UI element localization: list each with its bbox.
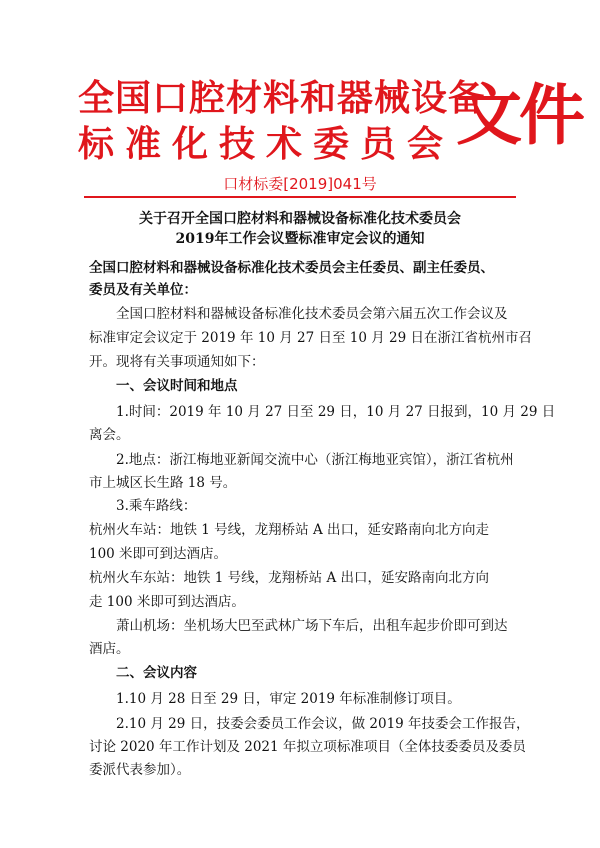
route2-line2: 走 100 米即可到达酒店。 bbox=[89, 594, 245, 610]
section1-heading: 一、会议时间和地点 bbox=[116, 378, 238, 394]
content2-line1: 2.10 月 29 日，技委会委员工作会议，做 2019 年技委会工作报告， bbox=[116, 716, 530, 732]
content2-line3: 委派代表参加）。 bbox=[89, 762, 191, 778]
time-line2: 离会。 bbox=[89, 427, 130, 443]
time-line1: 1.时间：2019 年 10 月 27 日至 29 日，10 月 27 日报到，10 月 29 日 bbox=[116, 404, 556, 420]
addressee-line2: 委员及有关单位： bbox=[89, 282, 197, 298]
route1-line1: 杭州火车站：地铁 1 号线，龙翔桥站 A 出口，延安路南向北方向走 bbox=[89, 522, 490, 538]
header-org-name-line2: 标准化技术委员会 bbox=[78, 124, 455, 165]
content2-line2: 讨论 2020 年工作计划及 2021 年拟立项标准项目（全体技委委员及委员 bbox=[89, 739, 526, 755]
addressee-line1: 全国口腔材料和器械设备标准化技术委员会主任委员、副主任委员、 bbox=[89, 260, 494, 276]
place-line1: 2.地点：浙江梅地亚新闻交流中心（浙江梅地亚宾馆），浙江省杭州 bbox=[116, 452, 514, 468]
intro-line2: 标准审定会议定于 2019 年 10 月 27 日至 10 月 29 日在浙江省杭州市召 bbox=[89, 330, 532, 346]
route-heading: 3.乘车路线： bbox=[116, 498, 197, 514]
header-wenjian: 文件 bbox=[456, 77, 582, 154]
red-divider bbox=[84, 196, 516, 198]
route1-line2: 100 米即可到达酒店。 bbox=[89, 546, 228, 562]
route3-line2: 酒店。 bbox=[89, 641, 130, 657]
intro-line1: 全国口腔材料和器械设备标准化技术委员会第六届五次工作会议及 bbox=[116, 306, 508, 322]
route2-line1: 杭州火车东站：地铁 1 号线，龙翔桥站 A 出口，延安路南向北方向 bbox=[89, 570, 490, 586]
place-line2: 市上城区长生路 18 号。 bbox=[89, 475, 237, 491]
document-number: 口材标委[2019]041号 bbox=[223, 175, 377, 193]
route3-line1: 萧山机场：坐机场大巴至武林广场下车后，出租车起步价即可到达 bbox=[116, 618, 508, 634]
header-org-name-line1: 全国口腔材料和器械设备 bbox=[78, 78, 486, 119]
notice-title-line1: 关于召开全国口腔材料和器械设备标准化技术委员会 bbox=[139, 211, 461, 227]
content1-line: 1.10 月 28 日至 29 日，审定 2019 年标准制修订项目。 bbox=[116, 691, 461, 707]
intro-line3: 开。现将有关事项通知如下： bbox=[89, 354, 265, 370]
notice-title-line2: 2019年工作会议暨标准审定会议的通知 bbox=[175, 231, 425, 247]
section2-heading: 二、会议内容 bbox=[116, 665, 197, 681]
